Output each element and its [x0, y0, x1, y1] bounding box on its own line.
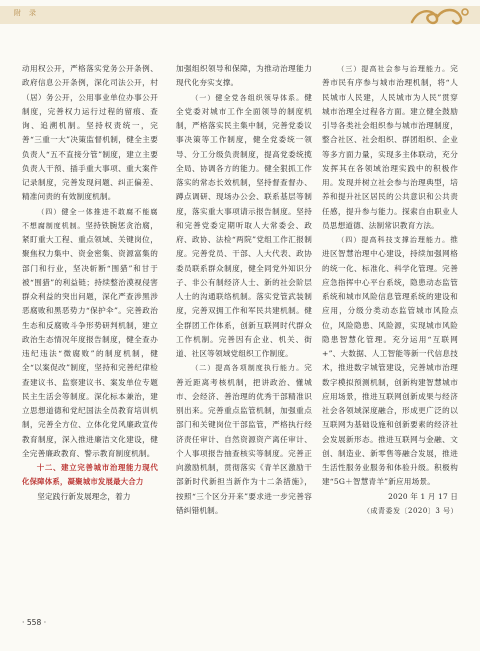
page-number: · 558 ·	[22, 618, 47, 627]
cloud-swirl-icon	[408, 2, 472, 30]
text-column-2	[176, 62, 312, 518]
section-title: 十二、建立完善城市治理能力现代化保障体系，凝聚城市发展最大合力	[22, 463, 158, 487]
paragraph: 动用权公开，严格落实党务公开条例、政府信息公开条例，深化司法公开，村（居）务公开，公用事业单位办事公开制度，完善权力运行过程的留痕、查询、追溯机制。坚持权责统一，完善“三重一大”决策监督机制，健全主要负责人“五不直接分管”制度，建立主要负责人干预、插手重大事项、重大案件记录制度，完善发现问题、纠正偏差、精准问责的有效制度机制。	[22, 64, 158, 202]
paragraph-body: 完善市民有序参与城市治理机制，将“人民城市人民建，人民城市为人民”贯穿城市治理全过程各方面。建立健全鼓励引导各类社会组织参与城市治理制度，整合社区、社会组织、群团组织、企业等多方面力量，实现多主体联动，充分发挥其在各领域治理实践中的积极作用。发现并树立社会参与治理典型，培养和提升社区居民的公共意识和公共责任感，提升参与能力。探索自由职业人员思想道德、法制常识教育方法。	[322, 64, 458, 230]
header-label: 附 录	[14, 10, 39, 17]
subsection-heading: （三）提高社会参与治理能力。	[337, 65, 451, 73]
text-column-3	[322, 62, 458, 518]
document-date: 2020 年 1 月 17 日	[388, 491, 458, 501]
paragraph: 加强组织领导和保障，为推动治理能力现代化夯实支撑。	[176, 64, 312, 88]
paragraph-body: 坚持铁腕惩贪治腐，紧盯重大工程、重点领域、关键岗位，聚焦权力集中、资金密集、资源富集的部门和行业，坚决斩断“围猎”和甘于被“围猎”的利益链；持续整治漠视侵害群众利益的突出问题，深化严查涉黑涉恶腐败和黑恶势力“保护伞”。完善政治生态和反腐败斗争形势研判机制，建立政治生态情况年度报告制度，健全查办违纪违法“微腐败”的制度机制，健全“以案促改”制度，坚持和完善纪律检查建议书、监察建议书、案发单位专题民主生活会等制度。深化标本兼治，建立思想道德和党纪国法全员教育培训机制，完善全方位、立体化党风廉政宣传教育制度，深入推进廉洁文化建设，健全完善廉政教育、警示教育制度机制。	[22, 220, 158, 458]
subsection-heading: （四）提高科技支撑治理能力。	[337, 236, 451, 244]
paragraph-body: 健全党委对城市工作全面领导的制度机制，严格落实民主集中制，完善党委议事决策等工作制度，健全党委统一领导、分工分级负责制度，提高党委统揽全局、协调各方的能力。健全狠抓工作落实的常态长效机制，坚持督查督办、蹲点调研、现场办公会、联系基层等制度，落实重大事项请示报告制度。坚持和完善党委定期听取人大常委会、政府、政协、法检“两院”党组工作汇报制度。完善党员、干部、人大代表、政协委员联系群众制度，健全同党外知识分子、非公有制经济人士、新的社会阶层人士的沟通联络机制。落实党管武装制度，完善双拥工作和军民共建机制。健全群团工作体系，创新互联网时代群众工作机制。完善因有企业、机关、街道、社区等领域党组织工作制度。	[176, 92, 312, 358]
paragraph	[322, 233, 458, 490]
subsection-heading: （一）健全党各组织领导体系。	[191, 93, 305, 102]
paragraph	[176, 361, 312, 518]
paragraph	[322, 62, 458, 233]
document-number: （成青委发〔2020〕3 号）	[363, 506, 458, 515]
subsection-heading: （二）提高各项制度执行能力。	[191, 364, 305, 373]
paragraph	[176, 91, 312, 362]
paragraph-body: 完善近距离考核机制，把讲政治、懂城市、会经济、善治理的优秀干部精准识别出来。完善重点监管机制，加强重点部门和关键岗位干部监管，严格执行经济责任审计、自然资源资产离任审计、个人事项报告抽查核实等制度。完善正向激励机制，贯彻落实《青羊区激励干部新时代新担当新作为十二条措施》，按照“三个区分开来”要求进一步完善容错纠错机制。	[176, 363, 312, 515]
paragraph-body: 推进区智慧治理中心建设，持续加强网格的统一化、标准化、科学化管理。完善应急指挥中心平台系统，隐患动态监管系统和城市风险信息管理系统的建设和应用，分级分类动态监管城市风险点位，风险隐患、风险源，实现城市风险隐患智慧化管理。充分运用“互联网+”、大数据、人工智能等新一代信息技术，推进数字城管建设，完善城市治理数字模拟预测机制，创新构建智慧城市应用场景，推进互联网创新成果与经济社会各领域深度融合，形成更广泛的以互联网为基础设施和创新要素的经济社会发展新形态。推进互联网与金融、文创、制造业、新零售等融合发展，推进生活性服务业服务和体验升级。积极构建“5G＋智慧青羊”新应用场景。	[322, 235, 458, 487]
running-header	[0, 0, 480, 40]
text-column-1	[22, 62, 158, 504]
paragraph: 坚定践行新发展理念，着力	[37, 491, 131, 501]
subsection-heading: （四）健全一体推进不敢腐不能腐不想腐制度机制。	[22, 207, 158, 230]
paragraph	[22, 205, 158, 462]
